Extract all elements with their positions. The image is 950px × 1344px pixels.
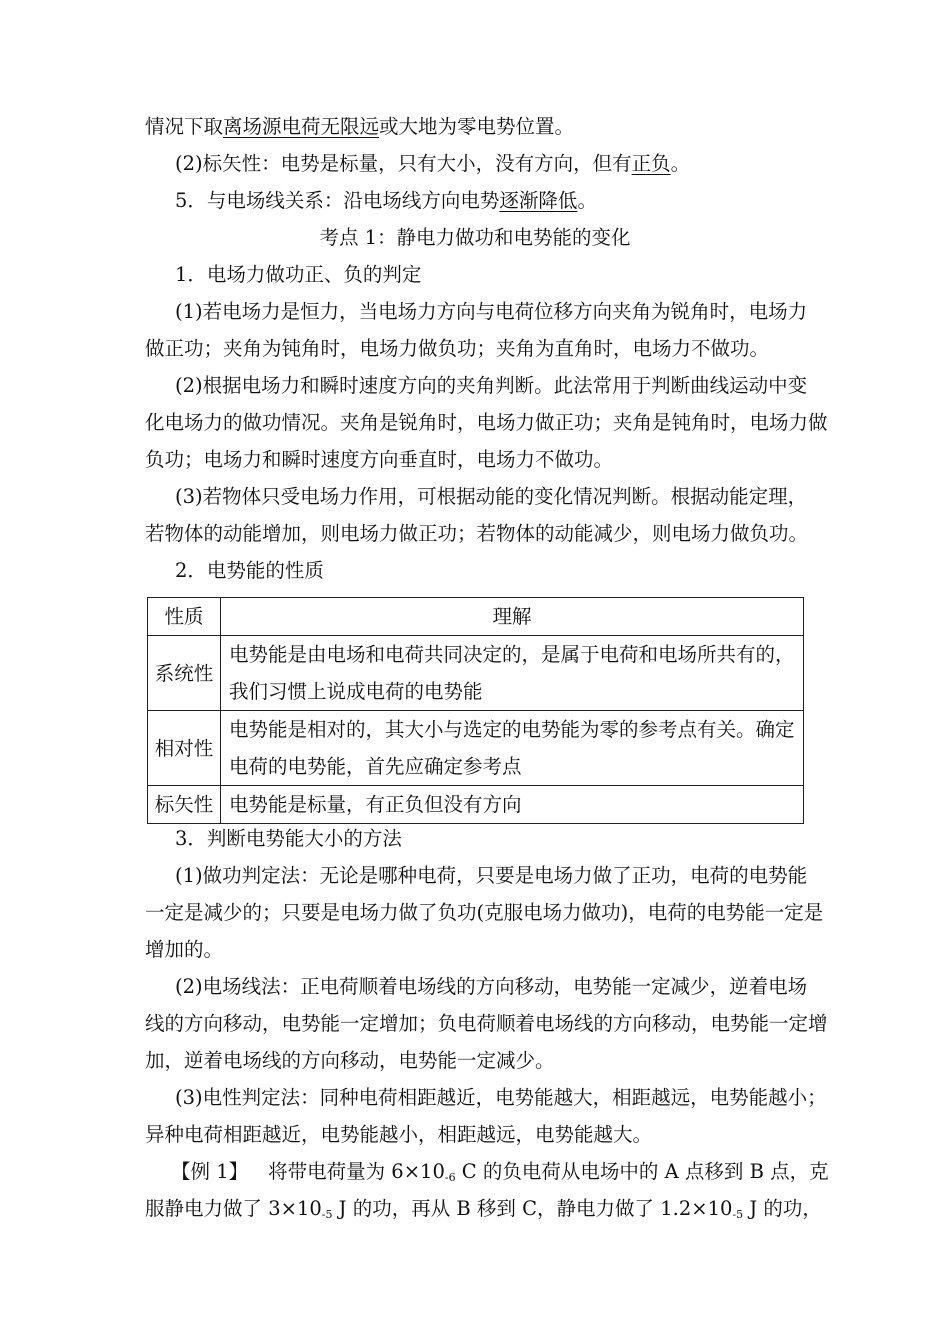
- table-key-cell: 相对性: [148, 711, 221, 786]
- paragraph-line: (1)做功判定法：无论是哪种电荷，只要是电场力做了正功，电荷的电势能: [175, 864, 808, 887]
- part2-heading: 2．电势能的性质: [175, 559, 324, 582]
- table-value-cell: [221, 636, 804, 711]
- paragraph-line: 增加的。: [145, 938, 224, 961]
- underlined-term: 正负: [631, 152, 671, 175]
- paragraph-line: 负功；电场力和瞬时速度方向垂直时，电场力不做功。: [145, 448, 614, 471]
- cell-line: 电势能是相对的，其大小与选定的电势能为零的参考点有关。确定: [229, 718, 795, 741]
- table-row: [148, 786, 804, 824]
- exponent: -6: [444, 1171, 456, 1184]
- example-label: 【例 1】: [171, 1160, 249, 1183]
- paragraph-line: 化电场力的做功情况。夹角是锐角时，电场力做正功；夹角是钝角时，电场力做: [145, 411, 828, 434]
- text: 服静电力做了 3×10: [145, 1197, 322, 1220]
- table-value-cell: [221, 786, 804, 824]
- cell-line: 电势能是标量，有正负但没有方向: [229, 793, 522, 816]
- text: 或大地为零电势位置。: [379, 115, 575, 138]
- cell-line: 电势能是由电场和电荷共同决定的，是属于电荷和电场所共有的，: [229, 643, 795, 666]
- properties-table: [147, 597, 804, 824]
- text: 。: [577, 189, 597, 212]
- table-key-cell: 系统性: [148, 636, 221, 711]
- paragraph-line: (3)若物体只受电场力作用，可根据动能的变化情况判断。根据动能定理，: [175, 485, 808, 508]
- table-key-cell: 标矢性: [148, 786, 221, 824]
- underlined-term: 离场源电荷无限远: [223, 115, 380, 138]
- text: C 的负电荷从电场中的 A 点移到 B 点，克: [455, 1160, 829, 1183]
- table-value-cell: [221, 711, 804, 786]
- text: 5．与电场线关系：沿电场线方向电势: [175, 189, 500, 212]
- part1-heading: 1．电场力做功正、负的判定: [175, 263, 422, 286]
- cell-line: 我们习惯上说成电荷的电势能: [229, 680, 483, 703]
- intro-line-3: [175, 188, 950, 214]
- paragraph-line: 加，逆着电场线的方向移动，电势能一定减少。: [145, 1049, 555, 1072]
- text: 。: [670, 152, 691, 175]
- table-row: [148, 711, 804, 786]
- exponent: -5: [321, 1208, 333, 1221]
- exponent: -5: [732, 1208, 744, 1221]
- part3-heading: 3．判断电势能大小的方法: [175, 827, 402, 850]
- text: 将带电荷量为 6×10: [268, 1160, 445, 1183]
- example-line-1: [171, 1159, 950, 1191]
- table-row: [148, 636, 804, 711]
- cell-line: 电荷的电势能，首先应确定参考点: [229, 755, 522, 778]
- text: J 的功，再从 B 移到 C，静电力做了 1.2×10: [332, 1197, 733, 1220]
- paragraph-line: 做正功；夹角为钝角时，电场力做负功；夹角为直角时，电场力不做功。: [145, 337, 770, 360]
- paragraph-line: (2)根据电场力和瞬时速度方向的夹角判断。此法常用于判断曲线运动中变: [175, 374, 808, 397]
- table-header-cell: 理解: [221, 598, 804, 636]
- paragraph-line: (3)电性判定法：同种电荷相距越近，电势能越大，相距越远，电势能越小；: [175, 1086, 827, 1109]
- text: (2)标矢性：电势是标量，只有大小，没有方向，但有: [175, 152, 632, 175]
- text: 情况下取: [145, 115, 224, 138]
- paragraph-line: (1)若电场力是恒力，当电场力方向与电荷位移方向夹角为锐角时，电场力: [175, 300, 808, 323]
- intro-line-2: [175, 151, 950, 177]
- intro-line-1: [145, 114, 950, 140]
- example-line-2: [145, 1196, 950, 1228]
- table-header-row: [148, 598, 804, 636]
- paragraph-line: 若物体的动能增加，则电场力做正功；若物体的动能减少，则电场力做负功。: [145, 522, 809, 545]
- underlined-term: 逐渐降低: [499, 189, 578, 212]
- paragraph-line: (2)电场线法：正电荷顺着电场线的方向移动，电势能一定减少，逆着电场: [175, 975, 808, 998]
- paragraph-line: 异种电荷相距越近，电势能越小，相距越远，电势能越大。: [145, 1123, 653, 1146]
- table-header-cell: 性质: [148, 598, 221, 636]
- paragraph-line: 线的方向移动，电势能一定增加；负电荷顺着电场线的方向移动，电势能一定增: [145, 1012, 828, 1035]
- paragraph-line: 一定是减少的；只要是电场力做了负功(克服电场力做功)，电荷的电势能一定是: [145, 901, 824, 924]
- section-title: 考点 1：静电力做功和电势能的变化: [319, 226, 631, 249]
- text: J 的功，: [743, 1197, 822, 1220]
